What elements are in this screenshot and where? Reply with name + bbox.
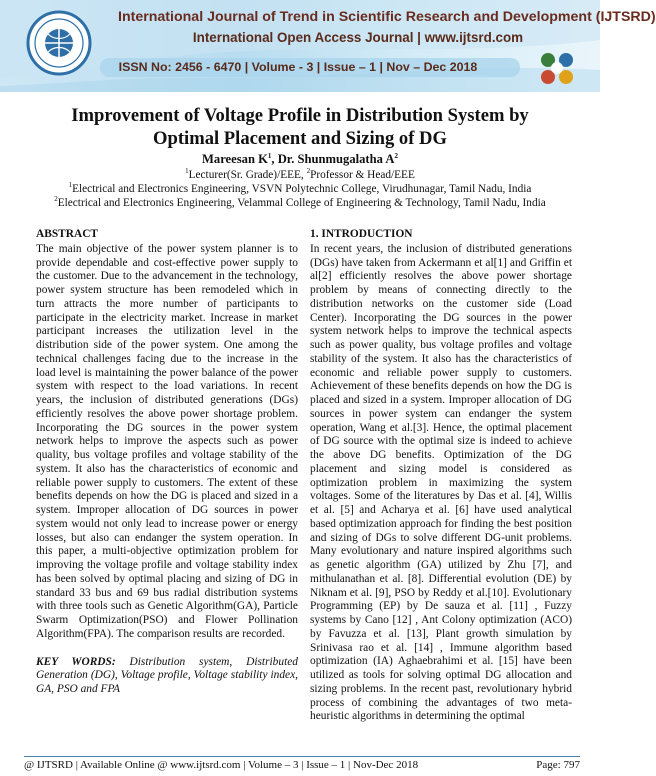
introduction-body: In recent years, the inclusion of distributed generations (DGs) have taken from Ackermann et al[1] and Griffin et al[2] efficiently resolves the above power shortage problem by means of connecting directly to the distribution networks on the customer side (Load Center). Incorporating the DG sources in the power system network helps to improve the technical aspects such as power quality, bus voltage profiles and voltage stability of the system. It also has the characteristics of economic and reliable power supply to customers. Achievement of these benefits depends on how the DG is placed and sized in a system. Improper allocation of DG sources in power system can endanger the system operation, Wang et al.[3]. Hence, the optimal placement of DG source with the optimal size is indeed to achieve the above DG benefits. Optimization of the DG placement and sizing model is considered as optimization problem in maximizing the system voltages. Some of the literatures by Das et al. [4], Willis et al. [5] and Acharya et al. [6] have used analytical based optimization approach for finding the best position and sizing of DGs to solve different DG-unit problems. Many evolutionary and nature inspired algorithms such as genetic algorithm (GA) utilized by Zhu [7], and mithulanathan et al. [8]. Differential evolution (DE) by Niknam et al. [9], PSO by Reddy et al.[10]. Evolutionary Programming (EP) by De sauza et al. [11] , Fuzzy systems by Cano [12] , Ant Colony optimization (ACO) by Favuzza et al. [13], Plant growth simulation by Srinivasa rao et al. [14] , Immune algorithm based optimization (IA) Aghaebrahimi et al. [15] have been utilized as tools for solving optimal DG allocation and sizing problems. In the recent past, revolutionary hybrid process of combining the advantages of two meta-heuristic algorithms in determining the optimal bbox=[310, 242, 572, 723]
abstract-column bbox=[36, 228, 298, 697]
author-list bbox=[40, 152, 560, 167]
role-2: Professor & Head/EEE bbox=[310, 169, 415, 181]
paper-title-line-1: Improvement of Voltage Profile in Distribution System by bbox=[71, 105, 529, 126]
paper-title bbox=[40, 104, 560, 150]
affiliation-2-text: Electrical and Electronics Engineering, Velammal College of Engineering & Technology, Tamil Nadu, India bbox=[57, 197, 546, 209]
issn-volume-line: ISSN No: 2456 - 6470 | Volume - 3 | Issue – 1 | Nov – Dec 2018 bbox=[118, 60, 478, 74]
keywords-text: Distribution system, Distributed Generation (DG), Voltage profile, Voltage stability index, GA, PSO and FPA bbox=[36, 655, 298, 695]
journal-subtitle: International Open Access Journal | www.ijtsrd.com bbox=[192, 30, 524, 45]
journal-title: International Journal of Trend in Scientific Research and Development (IJTSRD) bbox=[118, 9, 656, 25]
abstract-heading: ABSTRACT bbox=[36, 228, 99, 240]
role-1-superscript: 1 bbox=[185, 167, 189, 176]
introduction-heading: 1. INTRODUCTION bbox=[310, 228, 413, 240]
author-roles bbox=[20, 169, 580, 181]
affiliation-1 bbox=[20, 183, 580, 195]
keywords-paragraph bbox=[36, 656, 298, 697]
role-1: Lecturer(Sr. Grade)/EEE, bbox=[188, 169, 307, 181]
affiliation-1-superscript: 1 bbox=[68, 181, 73, 190]
footer-divider bbox=[24, 756, 580, 757]
footer-journal-info: @ IJTSRD | Available Online @ www.ijtsrd.com | Volume – 3 | Issue – 1 | Nov-Dec 2018 bbox=[24, 759, 419, 771]
author-1-superscript: 1 bbox=[267, 151, 272, 160]
author-2-superscript: 2 bbox=[394, 151, 398, 160]
author-1-name: Mareesan K bbox=[202, 152, 268, 166]
footer-page-number: Page: 797 bbox=[536, 759, 580, 771]
introduction-column bbox=[310, 228, 572, 724]
keywords-label: KEY WORDS: bbox=[36, 655, 116, 668]
affiliation-2-superscript: 2 bbox=[54, 195, 58, 204]
author-2-name: , Dr. Shunmugalatha A bbox=[271, 152, 395, 166]
paper-title-line-2: Optimal Placement and Sizing of DG bbox=[153, 128, 447, 149]
affiliation-2 bbox=[20, 197, 580, 209]
ijtsrd-logo-icon bbox=[26, 10, 92, 76]
open-access-badge-icon bbox=[538, 50, 576, 86]
affiliation-1-text: Electrical and Electronics Engineering, VSVN Polytechnic College, Virudhunagar, Tamil Nadu, India bbox=[72, 183, 532, 195]
role-2-superscript: 2 bbox=[306, 167, 311, 176]
abstract-body: The main objective of the power system planner is to provide dependable and cost-effective power supply to the customer. Due to the advancement in the technology, power system structure has been remodeled which in turn attracts the more number of participants to participate in the electricity market. Increase in market participant increases the utilization level in the distribution side of the power system. One among the technical challenges facing due to the increase in the load level is maintaining the power balance of the power system with respect to the load variations. In recent years, the inclusion of distributed generations (DGs) efficiently resolves the above power shortage problem. Incorporating the DG sources in the power system network helps to improve the aspects such as power quality, bus voltage profiles and voltage stability of the system. It also has the characteristics of economic and reliable power supply to customers. The extent of these benefits depends on how the DG is placed and sized in a system. Improper allocation of DG sources in power system would not only lead to increase power or energy losses, but also can endanger the system operation. In this paper, a multi-objective optimization problem for improving the voltage profile and voltage stability index has been solved by optimal placing and sizing of DG in standard 33 bus and 69 bus radial distribution systems with three tools such as Genetic Algorithm(GA), Particle Swarm Optimization(PSO) and Flower Pollination Algorithm(FPA). The comparison results are recorded. bbox=[36, 242, 298, 640]
